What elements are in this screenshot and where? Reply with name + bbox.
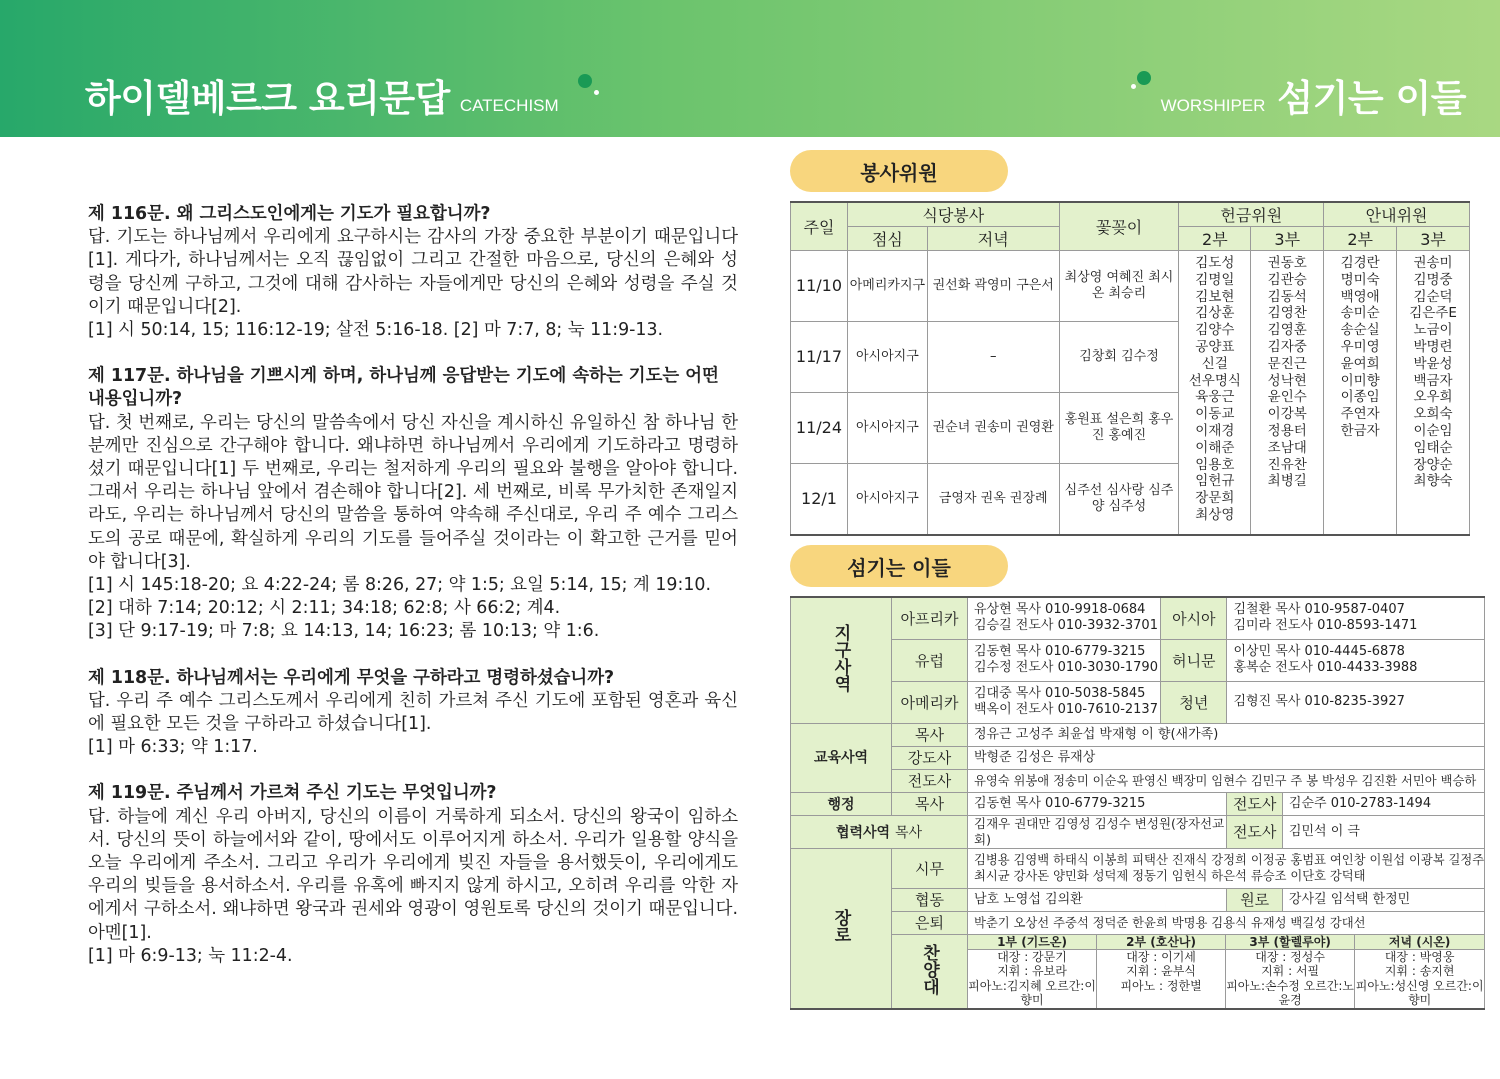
qa-118 bbox=[88, 667, 738, 760]
choir-line: 대장 : 이기세 bbox=[1126, 949, 1196, 964]
region-contacts: 김철환 목사 010-9587-0407 김미라 전도사 010-8593-1471 bbox=[1227, 597, 1485, 639]
admin-row bbox=[791, 792, 1485, 815]
name-item: 이재경 bbox=[1195, 422, 1235, 439]
name-item: 김은주E bbox=[1409, 305, 1457, 322]
col-guide: 안내위원 bbox=[1324, 202, 1470, 227]
choir-line: 피아노:손수정 오르간:노윤경 bbox=[1226, 978, 1355, 1007]
date-cell: 11/17 bbox=[791, 322, 848, 393]
elder-row bbox=[791, 848, 1485, 888]
choir-line: 대장 : 박영웅 bbox=[1384, 949, 1455, 964]
choir-line: 대장 : 정성수 bbox=[1255, 949, 1325, 964]
choir-grid bbox=[968, 935, 1484, 1008]
header-banner bbox=[0, 0, 1500, 137]
elder-row bbox=[791, 911, 1485, 934]
reference: [3] 단 9:17-19; 마 7:8; 요 14:13, 14; 16:23; 롬 10:13; 약 1:6. bbox=[88, 621, 600, 642]
choir-name: 2부 (호산나) bbox=[1097, 935, 1225, 950]
header-left bbox=[85, 68, 559, 122]
name-item: 이미향 bbox=[1340, 372, 1380, 389]
name-item: 장문희 bbox=[1195, 490, 1235, 507]
col-dinner: 저녁 bbox=[927, 227, 1059, 251]
name-item: 신걸 bbox=[1201, 355, 1228, 372]
name-item: 박윤성 bbox=[1413, 355, 1453, 372]
choir-line: 대장 : 강문기 bbox=[997, 949, 1067, 964]
name-item: 한금자 bbox=[1340, 422, 1380, 439]
name-item: 김명중 bbox=[1413, 271, 1453, 288]
dinner-cell: 권선화 곽영미 구은서 bbox=[927, 251, 1059, 322]
dinner-cell: 금영자 권옥 권장례 bbox=[927, 464, 1059, 535]
col-kitchen: 식당봉사 bbox=[847, 202, 1059, 227]
edu-names: 정유근 고성주 최윤섭 박재형 이 향(새가족) bbox=[968, 723, 1485, 746]
name-item: 백영애 bbox=[1340, 288, 1380, 305]
region-row bbox=[791, 639, 1485, 681]
name-item: 김동석 bbox=[1267, 288, 1307, 305]
qa-119 bbox=[88, 782, 738, 968]
elder-names: 강사길 임석택 한정민 bbox=[1282, 888, 1484, 911]
name-item: 김순덕 bbox=[1413, 288, 1453, 305]
name-item: 임헌규 bbox=[1195, 473, 1235, 490]
name-item: 정용터 bbox=[1267, 422, 1307, 439]
choir-line: 피아노 : 정한별 bbox=[1120, 978, 1202, 993]
name-item: 최향숙 bbox=[1413, 473, 1453, 490]
name-item: 우미영 bbox=[1340, 338, 1380, 355]
name-item: 김명일 bbox=[1195, 271, 1235, 288]
catechism-section bbox=[88, 203, 738, 991]
name-item: 장양순 bbox=[1413, 456, 1453, 473]
offering-3-list bbox=[1251, 251, 1324, 535]
edu-role: 강도사 bbox=[892, 746, 968, 769]
name-item: 성낙현 bbox=[1267, 372, 1307, 389]
name-item: 송순실 bbox=[1340, 322, 1380, 339]
region-row bbox=[791, 597, 1485, 639]
region-contacts: 김동현 목사 010-6779-3215 김수정 전도사 010-3030-1790 bbox=[968, 639, 1161, 681]
reference: [2] 대하 7:14; 20:12; 시 2:11; 34:18; 62:8; 사 66:2; 계4. bbox=[88, 598, 561, 619]
decor-dot-icon bbox=[578, 74, 592, 88]
servants-table bbox=[790, 596, 1485, 1010]
date-cell: 12/1 bbox=[791, 464, 848, 535]
name-item: 김자중 bbox=[1267, 338, 1307, 355]
service-table bbox=[790, 201, 1470, 536]
region-name: 아메리카 bbox=[892, 681, 968, 723]
region-contacts: 김대중 목사 010-5038-5845 백옥이 전도사 010-7610-2137 bbox=[968, 681, 1161, 723]
choir-line: 지휘 : 윤부식 bbox=[1126, 964, 1196, 978]
flower-cell: 김창회 김수정 bbox=[1059, 322, 1179, 393]
name-item: 진유찬 bbox=[1267, 456, 1307, 473]
name-item: 공양표 bbox=[1195, 338, 1235, 355]
catechism-title: 하이델베르크 요리문답 bbox=[85, 77, 450, 120]
flower-cell: 심주선 심사랑 심주양 심주성 bbox=[1059, 464, 1179, 535]
choir-block bbox=[968, 934, 1485, 1009]
region-label: 지구사역 bbox=[791, 597, 892, 723]
decor-dot-icon bbox=[594, 90, 599, 95]
name-item: 백금자 bbox=[1413, 372, 1453, 389]
flower-cell: 홍원표 설은희 홍우진 홍예진 bbox=[1059, 393, 1179, 464]
guide-2-list bbox=[1324, 251, 1397, 535]
date-cell: 11/24 bbox=[791, 393, 848, 464]
catechism-subtitle: CATECHISM bbox=[459, 96, 559, 115]
elder-names: 박춘기 오상선 주중석 정덕준 한윤희 박명용 김용식 유재성 백길성 강대선 bbox=[968, 911, 1485, 934]
elder-label: 장로 bbox=[791, 848, 892, 1009]
col-flower: 꽃꽂이 bbox=[1059, 202, 1179, 251]
choir-line: 피아노:성신영 오르간:이향미 bbox=[1355, 978, 1484, 1007]
name-item: 임용호 bbox=[1195, 456, 1235, 473]
name-item: 명미숙 bbox=[1340, 271, 1380, 288]
name-item: 이강복 bbox=[1267, 406, 1307, 423]
question: 제 116문. 왜 그리스도인에게는 기도가 필요합니까? bbox=[88, 204, 491, 224]
choir-name: 저녁 (시온) bbox=[1355, 935, 1484, 950]
choir-line: 지휘 : 송지현 bbox=[1384, 964, 1455, 978]
name-item: 김경란 bbox=[1340, 255, 1380, 271]
region-contacts: 유상현 목사 010-9918-0684 김승길 전도사 010-3932-3701 bbox=[968, 597, 1161, 639]
region-name: 유럽 bbox=[892, 639, 968, 681]
region-contacts: 이상민 목사 010-4445-6878 홍복순 전도사 010-4433-3988 bbox=[1227, 639, 1485, 681]
name-item: 권송미 bbox=[1413, 255, 1453, 271]
name-item: 이순임 bbox=[1413, 422, 1453, 439]
reference: [1] 시 50:14, 15; 116:12-19; 살전 5:16-18. [2] 마 7:7, 8; 눅 11:9-13. bbox=[88, 320, 664, 341]
name-item: 송미순 bbox=[1340, 305, 1380, 322]
coop-names: 김민석 이 극 bbox=[1282, 815, 1484, 848]
edu-names: 유영숙 위봉애 정송미 이순옥 판영신 백장미 임현수 김민구 주 봉 박성우 김진환 서민아 백승하 bbox=[968, 769, 1485, 792]
answer: 답. 우리 주 예수 그리스도께서 우리에게 친히 가르쳐 주신 기도에 포함된 영혼과 육신에 필요한 모든 것을 구하라고 하셨습니다[1]. bbox=[88, 690, 738, 735]
name-item: 선우명식 bbox=[1188, 372, 1241, 389]
question: 제 119문. 주님께서 가르쳐 주신 기도는 무엇입니까? bbox=[88, 783, 497, 804]
worshiper-title: 섬기는 이들 bbox=[1277, 77, 1466, 120]
coop-names: 김재우 권대만 김영성 김성수 변성원(장자선교회) bbox=[968, 815, 1227, 848]
choir-name: 1부 (기드온) bbox=[968, 935, 1096, 950]
worshiper-subtitle: WORSHIPER bbox=[1160, 96, 1266, 115]
answer: 답. 첫 번째로, 우리는 당신의 말씀속에서 당신 자신을 계시하신 유일하신 참 하나님 한 분께만 진심으로 간구해야 합니다. 왜냐하면 하나님께서 우리에게 기도하라고 명령하셨기 때문입니다[1] 두 번째로, 우리는 철저하게 우리의 필요와 불행을 알아야 합니다. 그래서 우리는 하나님 앞에서 겸손해야 합니다[2]. 세 번째로, 비록 무가치한 존재일지라도, 우리는 하나님께서 당신의 말씀을 통하여 약속해 주신대로, 우리 주 예수 그리스도의 공로 때문에, 확실하게 우리의 기도를 들어주실 것이라는 이 확고한 근거를 믿어야 합니다[3]. bbox=[88, 412, 738, 572]
coop-row bbox=[791, 815, 1485, 848]
choir-line: 피아노:김지혜 오르간:이향미 bbox=[968, 978, 1096, 1007]
name-item: 윤인수 bbox=[1267, 389, 1307, 406]
admin-role: 전도사 bbox=[1227, 792, 1282, 815]
choir-line: 지휘 : 서필 bbox=[1261, 964, 1320, 978]
qa-117 bbox=[88, 365, 738, 643]
lunch-cell: 아시아지구 bbox=[847, 464, 927, 535]
name-item: 김보현 bbox=[1195, 288, 1235, 305]
edu-role: 목사 bbox=[892, 723, 968, 746]
col-date: 주일 bbox=[791, 202, 848, 251]
flower-cell: 최상영 여혜진 최시온 최승리 bbox=[1059, 251, 1179, 322]
name-item: 김영찬 bbox=[1267, 305, 1307, 322]
choir-column bbox=[1355, 935, 1484, 1008]
guide-3-list bbox=[1397, 251, 1470, 535]
choir-name: 3부 (할렐루야) bbox=[1226, 935, 1354, 950]
elder-role: 시무 bbox=[892, 848, 968, 888]
qa-116 bbox=[88, 203, 738, 342]
region-row bbox=[791, 681, 1485, 723]
question: 제 118문. 하나님께서는 우리에게 무엇을 구하라고 명령하셨습니까? bbox=[88, 667, 615, 688]
col-lunch: 점심 bbox=[847, 227, 927, 251]
region-name: 허니문 bbox=[1161, 639, 1227, 681]
edu-role: 전도사 bbox=[892, 769, 968, 792]
admin-role: 목사 bbox=[892, 792, 968, 815]
elder-names: 김병용 김영백 하태식 이봉희 피택산 진재식 강정희 이정공 홍범표 여인창 이원섭 이광복 길정주 최시균 강사돈 양민화 성덕제 정동기 임헌식 하은석 류승조 이단호 강덕태 bbox=[968, 848, 1485, 888]
lunch-cell: 아메리카지구 bbox=[847, 251, 927, 322]
answer: 답. 하늘에 계신 우리 아버지, 당신의 이름이 거룩하게 되소서. 당신의 왕국이 임하소서. 당신의 뜻이 하늘에서와 같이, 땅에서도 이루어지게 하소서. 우리가 일용할 양식을 오늘 우리에게 주소서. 그리고 우리가 우리에게 빚진 자들을 용서했듯이, 우리에게도 우리의 빚들을 용서하소서. 우리를 유혹에 빠지지 않게 하시고, 오히려 우리를 악한 자에게서 구하소서. 왜냐하면 왕국과 권세와 영광이 영원토록 당신의 것이기 때문입니다. 아멘[1]. bbox=[88, 806, 738, 943]
name-item: 최병길 bbox=[1267, 473, 1307, 490]
edu-row bbox=[791, 769, 1485, 792]
choir-row bbox=[791, 934, 1485, 1009]
region-contacts: 김형진 목사 010-8235-3927 bbox=[1227, 681, 1485, 723]
edu-row bbox=[791, 746, 1485, 769]
name-item: 이종임 bbox=[1340, 389, 1380, 406]
coop-role: 전도사 bbox=[1227, 815, 1282, 848]
dinner-cell: 권순녀 권송미 권영환 bbox=[927, 393, 1059, 464]
admin-names: 김순주 010-2783-1494 bbox=[1282, 792, 1484, 815]
choir-column bbox=[1097, 935, 1226, 1008]
reference: [1] 시 145:18-20; 요 4:22-24; 롬 8:26, 27; 약 1:5; 요일 5:14, 15; 계 19:10. bbox=[88, 575, 712, 596]
name-item: 주연자 bbox=[1340, 406, 1380, 423]
col-offering: 헌금위원 bbox=[1179, 202, 1324, 227]
name-item: 조남대 bbox=[1267, 439, 1307, 456]
col-guide-2: 2부 bbox=[1324, 227, 1397, 251]
name-item: 문진근 bbox=[1267, 355, 1307, 372]
edu-label: 교육사역 bbox=[791, 723, 892, 792]
admin-names: 김동현 목사 010-6779-3215 bbox=[968, 792, 1227, 815]
edu-row bbox=[791, 723, 1485, 746]
region-name: 아시아 bbox=[1161, 597, 1227, 639]
name-item: 윤여희 bbox=[1340, 355, 1380, 372]
name-item: 김관승 bbox=[1267, 271, 1307, 288]
name-item: 박명련 bbox=[1413, 338, 1453, 355]
name-item: 이해준 bbox=[1195, 439, 1235, 456]
elder-role: 원로 bbox=[1227, 888, 1282, 911]
name-item: 김도성 bbox=[1195, 255, 1235, 271]
name-item: 오우희 bbox=[1413, 389, 1453, 406]
lunch-cell: 아시아지구 bbox=[847, 393, 927, 464]
answer: 답. 기도는 하나님께서 우리에게 요구하시는 감사의 가장 중요한 부분이기 때문입니다[1]. 게다가, 하나님께서는 오직 끊임없이 그리고 간절한 마음으로, 당신의 은혜와 성령을 당신께 구하고, 그것에 대해 감사하는 자들에게만 당신의 은혜와 성령을 주실 것이기 때문입니다[2]. bbox=[88, 227, 738, 317]
name-item: 권동호 bbox=[1267, 255, 1307, 271]
lunch-cell: 아시아지구 bbox=[847, 322, 927, 393]
reference: [1] 마 6:9-13; 눅 11:2-4. bbox=[88, 945, 293, 966]
servants-pill: 섬기는 이들 bbox=[790, 545, 1008, 587]
elder-role: 협동 bbox=[892, 888, 968, 911]
header-right bbox=[1161, 68, 1466, 122]
elder-row bbox=[791, 888, 1485, 911]
region-name: 청년 bbox=[1161, 681, 1227, 723]
admin-label: 행정 bbox=[791, 792, 892, 815]
choir-label: 찬양대 bbox=[892, 934, 968, 1009]
edu-names: 박형준 김성은 류재상 bbox=[968, 746, 1485, 769]
choir-column bbox=[968, 935, 1097, 1008]
elder-role: 은퇴 bbox=[892, 911, 968, 934]
col-offering-2: 2부 bbox=[1179, 227, 1251, 251]
decor-dot-icon bbox=[1131, 84, 1136, 89]
name-item: 노금이 bbox=[1413, 322, 1453, 339]
name-item: 육웅근 bbox=[1195, 389, 1235, 406]
dinner-cell: – bbox=[927, 322, 1059, 393]
region-name: 아프리카 bbox=[892, 597, 968, 639]
name-item: 임태순 bbox=[1413, 439, 1453, 456]
decor-dot-icon bbox=[1137, 71, 1151, 85]
date-cell: 11/10 bbox=[791, 251, 848, 322]
service-pill: 봉사위원 bbox=[790, 150, 1008, 192]
coop-label: 협력사역 목사 bbox=[791, 815, 968, 848]
name-item: 김영훈 bbox=[1267, 322, 1307, 339]
table-row bbox=[791, 251, 1470, 322]
reference: [1] 마 6:33; 약 1:17. bbox=[88, 737, 258, 758]
question: 제 117문. 하나님을 기쁘시게 하며, 하나님께 응답받는 기도에 속하는 기도는 어떤 내용입니까? bbox=[88, 366, 719, 410]
col-guide-3: 3부 bbox=[1397, 227, 1470, 251]
offering-2-list bbox=[1179, 251, 1251, 535]
choir-column bbox=[1226, 935, 1355, 1008]
name-item: 김상훈 bbox=[1195, 305, 1235, 322]
elder-names: 남호 노영섭 김의환 bbox=[968, 888, 1227, 911]
col-offering-3: 3부 bbox=[1251, 227, 1324, 251]
name-item: 오희숙 bbox=[1413, 406, 1453, 423]
name-item: 김양수 bbox=[1195, 322, 1235, 339]
name-item: 이동교 bbox=[1195, 406, 1235, 423]
name-item: 최상영 bbox=[1195, 506, 1235, 523]
choir-line: 지휘 : 유보라 bbox=[997, 964, 1067, 978]
